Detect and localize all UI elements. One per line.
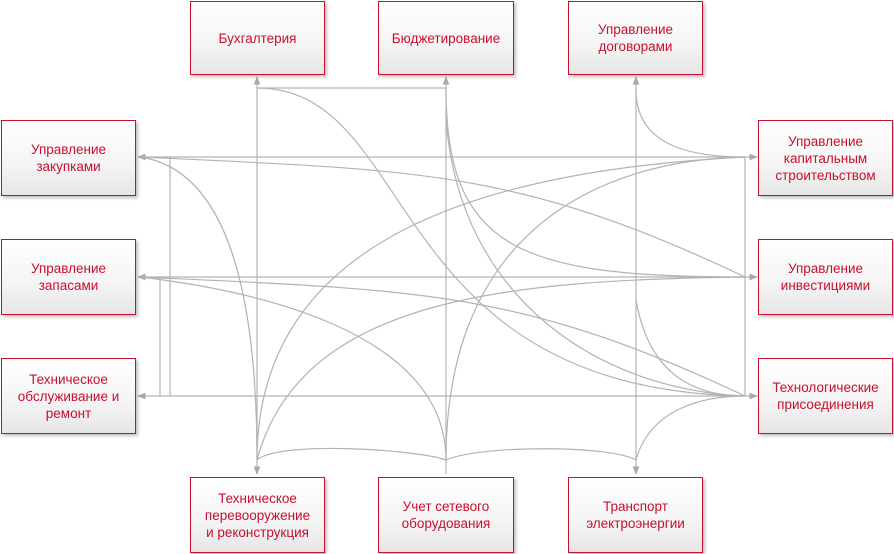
node-zap bbox=[1, 239, 136, 315]
link-uch-per bbox=[257, 448, 446, 460]
node-buh bbox=[190, 1, 325, 75]
node-budg-label: Бюджетирование bbox=[391, 30, 501, 46]
node-to bbox=[1, 358, 136, 434]
link-dog-kap bbox=[636, 90, 745, 157]
node-inv bbox=[758, 239, 893, 315]
node-budg bbox=[378, 1, 514, 75]
node-tech-label: Технологические присоединения bbox=[772, 380, 879, 412]
link-tr-tech bbox=[636, 396, 745, 460]
node-tr-label: Транспорт электроэнергии bbox=[586, 499, 685, 531]
link-uch-kap bbox=[446, 157, 745, 460]
link-zap-tech bbox=[140, 277, 745, 396]
link-budg-tech bbox=[446, 120, 745, 396]
node-zap-label: Управление запасами bbox=[30, 261, 107, 293]
node-uch-label: Учет сетевого оборудования bbox=[401, 499, 491, 531]
link-uch-tr bbox=[446, 449, 636, 460]
node-dog-label: Управление договорами bbox=[597, 22, 674, 54]
node-per-label: Техническое перевооружение и реконструкция bbox=[204, 490, 311, 540]
node-per bbox=[190, 477, 325, 553]
node-buh-label: Бухгалтерия bbox=[218, 30, 297, 46]
node-kap-label: Управление капитальным строительством bbox=[775, 133, 876, 183]
node-inv-label: Управление инвестициями bbox=[780, 261, 871, 293]
node-zak-label: Управление закупками bbox=[30, 142, 107, 174]
node-kap bbox=[758, 120, 893, 196]
node-zak bbox=[1, 120, 136, 196]
link-uch-zap bbox=[140, 277, 446, 460]
link-zak-inv bbox=[140, 157, 745, 277]
link-per-inv bbox=[257, 277, 745, 460]
link-budg-inv bbox=[446, 88, 745, 277]
link-per-zak bbox=[140, 157, 257, 460]
node-tech bbox=[758, 358, 893, 434]
node-uch bbox=[378, 477, 514, 553]
node-tr bbox=[568, 477, 703, 553]
link-dog-tech bbox=[636, 300, 745, 396]
node-to-label: Техническое обслуживание и ремонт bbox=[17, 371, 120, 421]
node-dog bbox=[568, 1, 703, 75]
link-buh-tech bbox=[257, 88, 745, 396]
